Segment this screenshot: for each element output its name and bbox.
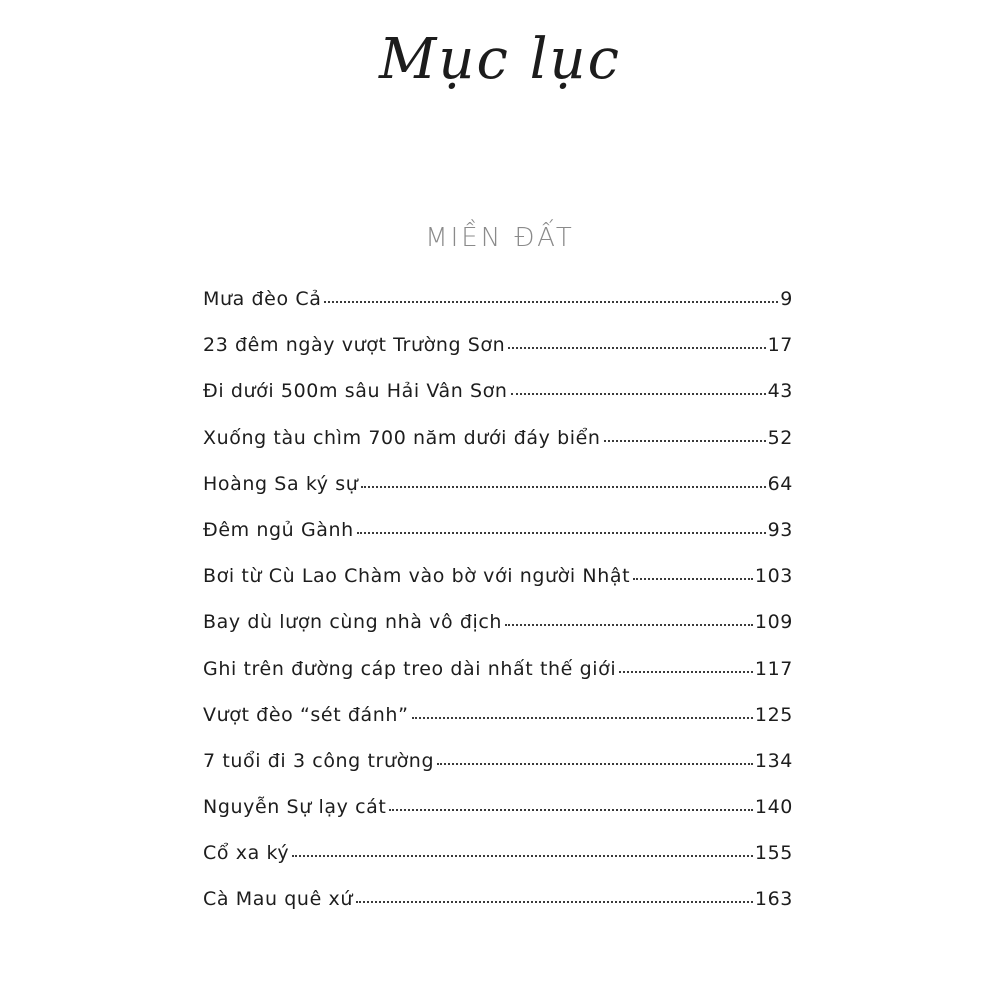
dot-leader bbox=[508, 347, 765, 349]
toc-entry[interactable] bbox=[203, 658, 793, 704]
toc-entry[interactable] bbox=[203, 704, 793, 750]
toc-page-number: 125 bbox=[754, 703, 793, 726]
toc-page-number: 9 bbox=[780, 288, 793, 310]
dot-leader bbox=[356, 901, 753, 903]
toc-page-number: 17 bbox=[767, 334, 793, 357]
toc-page-number: 134 bbox=[754, 749, 793, 772]
toc-entry-title: Cổ xa ký bbox=[203, 842, 290, 865]
toc-page-number: 64 bbox=[767, 472, 793, 495]
toc-entry[interactable] bbox=[203, 796, 793, 842]
toc-entry-title: Bay dù lượn cùng nhà vô địch bbox=[203, 611, 503, 634]
dot-leader bbox=[324, 301, 778, 303]
toc-entry-title: Hoàng Sa ký sự bbox=[203, 472, 359, 495]
toc-entry[interactable] bbox=[203, 288, 793, 334]
toc-entry[interactable] bbox=[203, 565, 793, 611]
toc-entry-title: Cà Mau quê xứ bbox=[203, 888, 353, 911]
toc-entry-title: 23 đêm ngày vượt Trường Sơn bbox=[203, 334, 506, 357]
toc-page-number: 117 bbox=[754, 657, 793, 680]
toc-entry[interactable] bbox=[203, 334, 793, 380]
dot-leader bbox=[505, 624, 753, 626]
dot-leader bbox=[361, 486, 765, 488]
dot-leader bbox=[389, 809, 753, 811]
toc-entry[interactable] bbox=[203, 750, 793, 796]
toc-entry-title: Bơi từ Cù Lao Chàm vào bờ với người Nhật bbox=[203, 565, 631, 588]
toc-entry[interactable] bbox=[203, 842, 793, 888]
toc-page-number: 109 bbox=[754, 611, 793, 634]
toc-entry-title: Mưa đèo Cả bbox=[203, 288, 322, 310]
toc-entry-title: Xuống tàu chìm 700 năm dưới đáy biển bbox=[203, 426, 601, 449]
toc-entry[interactable] bbox=[203, 519, 793, 565]
toc-entry-title: Nguyễn Sự lạy cát bbox=[203, 796, 387, 819]
toc-entry[interactable] bbox=[203, 611, 793, 657]
dot-leader bbox=[511, 393, 766, 395]
toc-entry-title: 7 tuổi đi 3 công trường bbox=[203, 749, 435, 772]
toc-entry[interactable] bbox=[203, 473, 793, 519]
toc-entry-title: Ghi trên đường cáp treo dài nhất thế giới bbox=[203, 657, 617, 680]
dot-leader bbox=[604, 440, 766, 442]
dot-leader bbox=[292, 855, 753, 857]
toc-page-number: 93 bbox=[767, 518, 793, 541]
toc-entry[interactable] bbox=[203, 427, 793, 473]
table-of-contents bbox=[203, 288, 793, 935]
dot-leader bbox=[437, 763, 753, 765]
toc-page-number: 52 bbox=[767, 426, 793, 449]
toc-entry-title: Đêm ngủ Gành bbox=[203, 518, 354, 541]
dot-leader bbox=[357, 532, 766, 534]
section-heading: MIỀN ĐẤT bbox=[425, 223, 575, 253]
toc-page-number: 140 bbox=[754, 796, 793, 819]
toc-page-number: 103 bbox=[754, 565, 793, 588]
page-title: Mục lục bbox=[379, 27, 621, 92]
dot-leader bbox=[633, 578, 753, 580]
toc-page-number: 43 bbox=[767, 380, 793, 403]
dot-leader bbox=[619, 671, 753, 673]
toc-entry[interactable] bbox=[203, 380, 793, 426]
dot-leader bbox=[412, 717, 753, 719]
toc-entry-title: Đi dưới 500m sâu Hải Vân Sơn bbox=[203, 380, 508, 403]
toc-entry-title: Vượt đèo “sét đánh” bbox=[203, 703, 409, 726]
toc-entry[interactable] bbox=[203, 888, 793, 934]
toc-page-number: 163 bbox=[754, 888, 793, 911]
toc-page-number: 155 bbox=[754, 842, 793, 865]
